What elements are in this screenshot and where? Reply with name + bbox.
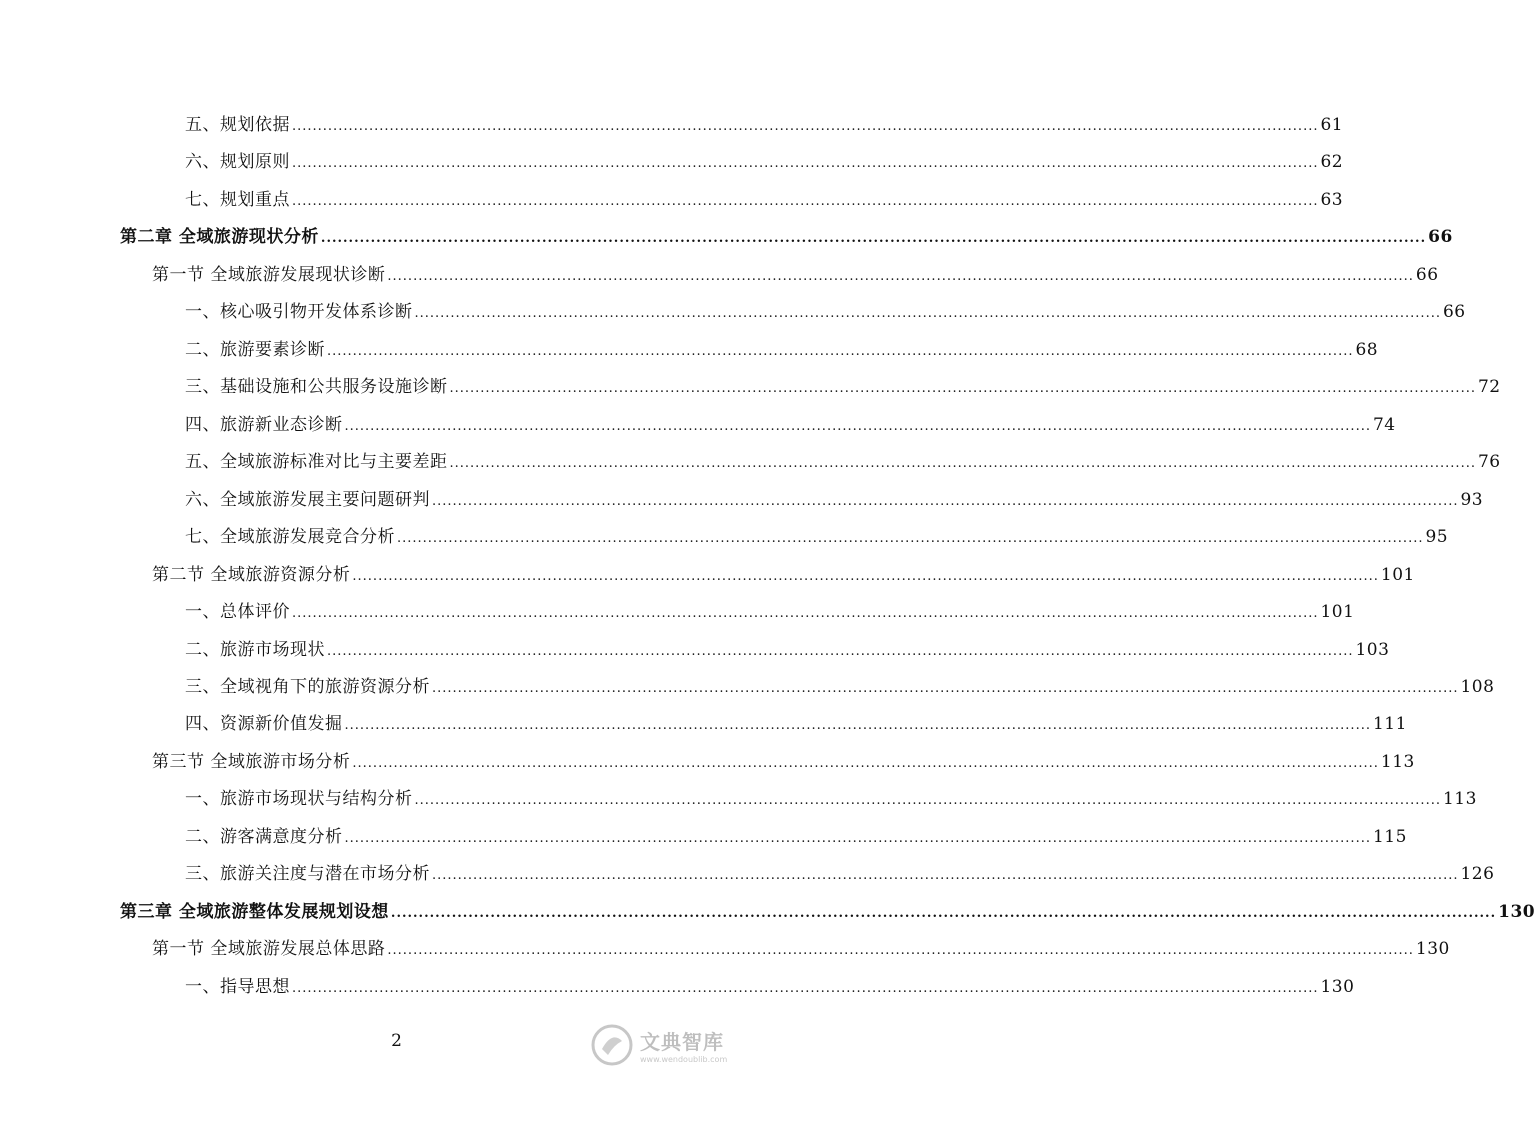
toc-entry-page: 63 (1320, 190, 1344, 210)
toc-entry[interactable] (185, 624, 1390, 661)
toc-entry-page: 72 (1477, 377, 1501, 397)
toc-entry-label: 第三章 全域旅游整体发展规划设想 (120, 902, 389, 922)
toc-entry-label: 第一节 全域旅游发展总体思路 (152, 939, 386, 959)
toc-entry-label: 第三节 全域旅游市场分析 (152, 752, 351, 772)
toc-leader-dots: ........................................................................................................................................................................................................ (292, 194, 1319, 209)
toc-leader-dots: ........................................................................................................................................................................................................ (432, 494, 1459, 509)
toc-leader-dots: ........................................................................................................................................................................................................ (320, 231, 1427, 246)
toc-leader-dots: ........................................................................................................................................................................................................ (327, 644, 1354, 659)
toc-entry-page: 113 (1442, 789, 1477, 809)
toc-entry-label: 二、旅游要素诊断 (185, 340, 325, 360)
toc-entry-page: 61 (1320, 115, 1344, 135)
page-number: 2 (391, 1031, 402, 1051)
toc-entry[interactable] (152, 736, 1415, 773)
toc-leader-dots: ........................................................................................................................................................................................................ (344, 831, 1371, 846)
toc-entry[interactable] (185, 698, 1407, 735)
toc-leader-dots: ........................................................................................................................................................................................................ (414, 306, 1441, 321)
toc-entry-page: 101 (1320, 602, 1355, 622)
watermark (590, 1020, 760, 1070)
toc-entry-label: 二、旅游市场现状 (185, 640, 325, 660)
toc-leader-dots: ........................................................................................................................................................................................................ (292, 981, 1319, 996)
toc-entry[interactable] (185, 961, 1355, 998)
toc-entry-page: 66 (1428, 227, 1453, 247)
toc-entry[interactable] (185, 361, 1501, 398)
toc-entry-label: 七、规划重点 (185, 190, 290, 210)
toc-entry[interactable] (185, 286, 1466, 323)
toc-entry-label: 三、基础设施和公共服务设施诊断 (185, 377, 448, 397)
toc-entry-page: 111 (1372, 714, 1407, 734)
toc-leader-dots: ........................................................................................................................................................................................................ (292, 119, 1319, 134)
toc-entry-page: 130 (1498, 902, 1535, 922)
toc-entry-label: 一、旅游市场现状与结构分析 (185, 789, 413, 809)
toc-entry-label: 一、总体评价 (185, 602, 290, 622)
toc-leader-dots: ........................................................................................................................................................................................................ (344, 419, 1371, 434)
toc-entry[interactable] (185, 811, 1407, 848)
toc-entry-page: 74 (1372, 415, 1396, 435)
toc-entry-page: 66 (1442, 302, 1466, 322)
watermark-name: 文典智库 (640, 1030, 724, 1054)
toc-entry[interactable] (185, 586, 1355, 623)
toc-leader-dots: ........................................................................................................................................................................................................ (327, 344, 1354, 359)
toc-entry-label: 四、资源新价值发掘 (185, 714, 343, 734)
toc-entry[interactable] (185, 399, 1396, 436)
toc-leader-dots: ........................................................................................................................................................................................................ (397, 531, 1424, 546)
toc-entry-page: 95 (1425, 527, 1449, 547)
toc-entry-page: 101 (1380, 565, 1415, 585)
toc-entry-page: 108 (1460, 677, 1495, 697)
toc-leader-dots: ........................................................................................................................................................................................................ (449, 381, 1476, 396)
toc-entry[interactable] (185, 324, 1379, 361)
toc-entry-page: 130 (1320, 977, 1355, 997)
toc-entry-page: 103 (1355, 640, 1390, 660)
toc-leader-dots: ........................................................................................................................................................................................................ (387, 269, 1414, 284)
watermark-logo-icon (590, 1023, 634, 1067)
watermark-url: www.wendoublib.com (640, 1055, 728, 1064)
toc-entry-page: 68 (1355, 340, 1379, 360)
toc-entry-page: 76 (1477, 452, 1501, 472)
toc-entry-label: 一、指导思想 (185, 977, 290, 997)
toc-entry[interactable] (120, 886, 1535, 923)
toc-leader-dots: ........................................................................................................................................................................................................ (449, 456, 1476, 471)
toc-leader-dots: ........................................................................................................................................................................................................ (292, 156, 1319, 171)
toc-entry-label: 六、规划原则 (185, 152, 290, 172)
toc-entry-label: 一、核心吸引物开发体系诊断 (185, 302, 413, 322)
toc-entry-label: 五、规划依据 (185, 115, 290, 135)
toc-leader-dots: ........................................................................................................................................................................................................ (432, 681, 1459, 696)
toc-entry[interactable] (185, 661, 1495, 698)
toc-entry[interactable] (185, 136, 1344, 173)
toc-entry[interactable] (185, 848, 1495, 885)
toc-entry-page: 93 (1460, 490, 1484, 510)
toc-leader-dots: ........................................................................................................................................................................................................ (352, 569, 1379, 584)
toc-entry-page: 113 (1380, 752, 1415, 772)
toc-entry[interactable] (120, 211, 1453, 248)
toc-leader-dots: ........................................................................................................................................................................................................ (292, 606, 1319, 621)
toc-entry-page: 62 (1320, 152, 1344, 172)
toc-entry[interactable] (185, 436, 1501, 473)
toc-entry[interactable] (185, 511, 1449, 548)
toc-entry[interactable] (152, 549, 1415, 586)
toc-entry-label: 第二节 全域旅游资源分析 (152, 565, 351, 585)
toc-entry[interactable] (185, 174, 1344, 211)
toc-entry[interactable] (185, 773, 1477, 810)
toc-entry[interactable] (152, 923, 1450, 960)
toc-entry-label: 第二章 全域旅游现状分析 (120, 227, 319, 247)
toc-entry-label: 三、全域视角下的旅游资源分析 (185, 677, 430, 697)
toc-entry-label: 四、旅游新业态诊断 (185, 415, 343, 435)
toc-leader-dots: ........................................................................................................................................................................................................ (344, 718, 1371, 733)
toc-entry[interactable] (185, 99, 1344, 136)
toc-entry-label: 五、全域旅游标准对比与主要差距 (185, 452, 448, 472)
toc-entry[interactable] (152, 249, 1439, 286)
toc-leader-dots: ........................................................................................................................................................................................................ (352, 756, 1379, 771)
toc-entry-label: 三、旅游关注度与潜在市场分析 (185, 864, 430, 884)
toc-leader-dots: ........................................................................................................................................................................................................ (414, 793, 1441, 808)
toc-entry-page: 66 (1415, 265, 1439, 285)
toc-leader-dots: ........................................................................................................................................................................................................ (387, 943, 1414, 958)
toc-leader-dots: ........................................................................................................................................................................................................ (432, 868, 1459, 883)
toc-entry-label: 二、游客满意度分析 (185, 827, 343, 847)
toc-entry-label: 第一节 全域旅游发展现状诊断 (152, 265, 386, 285)
toc-entry-label: 六、全域旅游发展主要问题研判 (185, 490, 430, 510)
toc-entry-page: 115 (1372, 827, 1407, 847)
toc-entry[interactable] (185, 474, 1484, 511)
toc-entry-page: 130 (1415, 939, 1450, 959)
toc-entry-page: 126 (1460, 864, 1495, 884)
toc-entry-label: 七、全域旅游发展竞合分析 (185, 527, 395, 547)
toc-leader-dots: ........................................................................................................................................................................................................ (390, 906, 1497, 921)
